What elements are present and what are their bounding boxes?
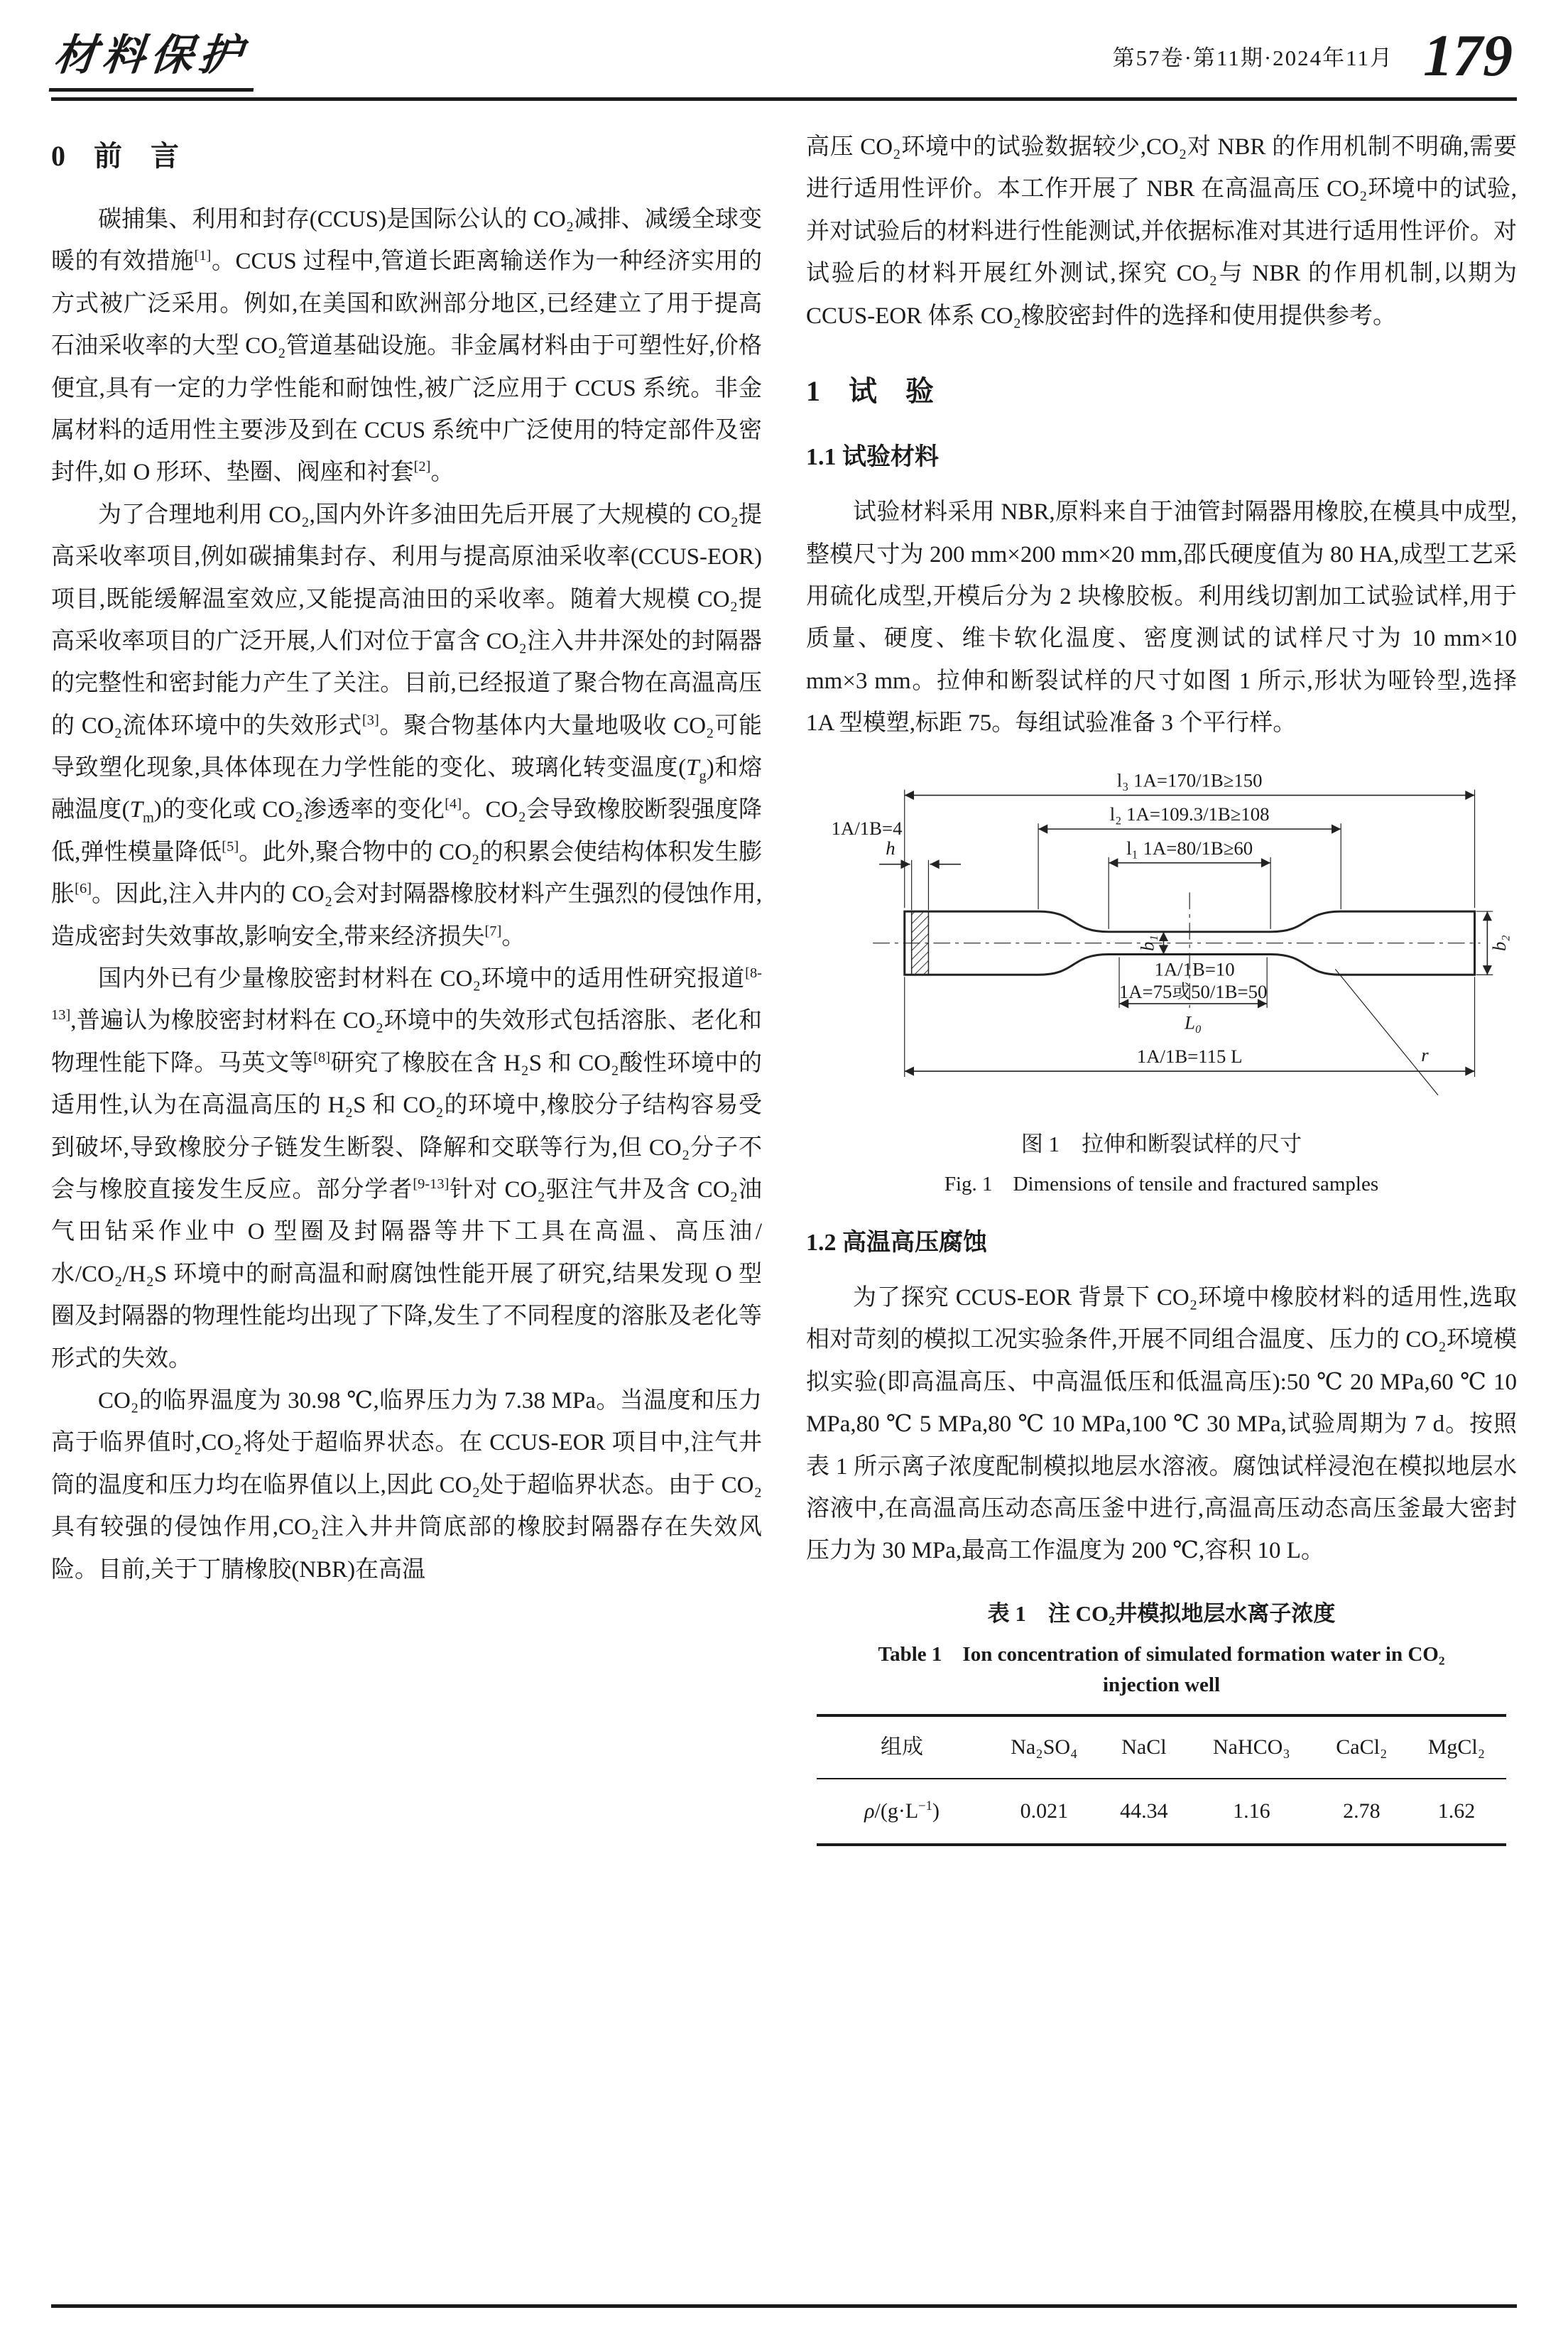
table-cell: 0.021 <box>1020 1799 1069 1823</box>
table-header-cell: Na₂SO₄ <box>987 1715 1101 1779</box>
figure-label-l2: l₂ 1A=109.3/1B≥108 <box>1109 803 1270 825</box>
page-header <box>51 18 1517 97</box>
specimen-drawing <box>806 760 1517 1122</box>
table-caption-zh: 表 1 注 CO₂井模拟地层水离子浓度 <box>987 1600 1336 1626</box>
paragraph: 为了探究 CCUS-EOR 背景下 CO₂环境中橡胶材料的适用性,选取相对苛刻的模拟工况实验条件,开展不同组合温度、压力的 CO₂环境模拟实验(即高温高压、中高温低压和低温高压):50 ℃ 20 MPa,60 ℃ 10 MPa,80 ℃ 5 MPa,80 ℃ 10 MPa,100 ℃ 30 MPa,试验周期为 7 d。按照表 1 所示离子浓度配制模拟地层水溶液。腐蚀试样浸泡在模拟地层水溶液中,在高温高压动态高压釜中进行,高温高压动态高压釜最大密封压力为 30 MPa,最高工作温度为 200 ℃,容积 10 L。 <box>806 1285 1517 1564</box>
paragraph: 试验材料采用 NBR,原料来自于油管封隔器用橡胶,在模具中成型,整模尺寸为 200 mm×200 mm×20 mm,邵氏硬度值为 80 HA,成型工艺采用硫化成型,开模后分为 2 块橡胶板。利用线切割加工试验试样,用于质量、硬度、维卡软化温度、密度测试的试样尺寸为 10 mm×10 mm×3 mm。拉伸和断裂试样的尺寸如图 1 所示,形状为哑铃型,选择 1A 型模塑,标距 75。每组试验准备 3 个平行样。 <box>806 499 1517 737</box>
two-column-body <box>51 126 1517 1846</box>
table-cell: 44.34 <box>1120 1799 1168 1823</box>
table-head <box>817 1715 1506 1779</box>
table-row <box>817 1779 1506 1845</box>
journal-logo: 材料保护 <box>49 20 261 92</box>
table-caption-en: Table 1 Ion concentration of simulated formation water in CO₂ injection well <box>878 1642 1450 1697</box>
table-cell: 1.16 <box>1233 1799 1270 1823</box>
figure-label-r: r <box>1421 1044 1429 1066</box>
table-header-cell: NaHCO₃ <box>1187 1715 1317 1779</box>
section-1-heading: 1 试 验 <box>806 374 934 407</box>
section-0-heading: 0 前 言 <box>51 140 179 172</box>
figure-label-l3: l₃ 1A=170/1B≥150 <box>1116 770 1263 792</box>
figure-1 <box>806 760 1517 1202</box>
paragraph: CO₂的临界温度为 30.98 ℃,临界压力为 7.38 MPa。当温度和压力高于临界值时,CO₂将处于超临界状态。在 CCUS-EOR 项目中,注气井筒的温度和压力均在临界值以上,因此 CO₂处于超临界状态。由于 CO₂具有较强的侵蚀作用,CO₂注入井井筒底部的橡胶封隔器存在失效风险。目前,关于丁腈橡胶(NBR)在高温 <box>51 1387 762 1583</box>
table-cell: 1.62 <box>1437 1799 1476 1823</box>
table-cell: 2.78 <box>1343 1799 1381 1823</box>
footer-rule <box>51 2304 1517 2308</box>
dimension-labels <box>832 770 1510 1068</box>
figure-caption-zh: 图 1 拉伸和断裂试样的尺寸 <box>1020 1131 1302 1156</box>
figure-caption-en: Fig. 1 Dimensions of tensile and fractured samples <box>944 1172 1379 1195</box>
header-rule <box>51 97 1517 101</box>
paragraph: 国内外已有少量橡胶密封材料在 CO₂环境中的适用性研究报道[8-13],普遍认为橡胶密封材料在 CO₂环境中的失效形式包括溶胀、老化和物理性能下降。马英文等[8]研究了橡胶在含 H₂S 和 CO₂酸性环境中的适用性,认为在高温高压的 H₂S 和 CO₂的环境中,橡胶分子结构容易受到破坏,导致橡胶分子链发生断裂、降解和交联等行为,但 CO₂分子不会与橡胶直接发生反应。部分学者[9-13]针对 CO₂驱注气井及含 CO₂油气田钻采作业中 O 型圈及封隔器等井下工具在高温、高压油/水/CO₂/H₂S 环境中的耐高温和耐腐蚀性能开展了研究,结果发现 O 型圈及封隔器的物理性能均出现了下降,发生了不同程度的溶胀及老化等形式的失效。 <box>51 965 763 1372</box>
table-header-cell: CaCl₂ <box>1317 1715 1407 1779</box>
paragraph: 为了合理地利用 CO₂,国内外许多油田先后开展了大规模的 CO₂提高采收率项目,例如碳捕集封存、利用与提高原油采收率(CCUS-EOR)项目,既能缓解温室效应,又能提高油田的采收率。随着大规模 CO₂提高采收率项目的广泛开展,人们对位于富含 CO₂注入井井深处的封隔器的完整性和密封能力产生了关注。目前,已经报道了聚合物在高温高压的 CO₂流体环境中的失效形式[3]。聚合物基体内大量地吸收 CO₂可能导致塑化现象,具体体现在力学性能的变化、玻璃化转变温度$(T_g)$和熔融温度$(T_m)$的变化或 CO₂渗透率的变化[4]。CO₂会导致橡胶断裂强度降低,弹性模量降低[5]。此外,聚合物中的 CO₂的积累会使结构体积发生膨胀[6]。因此,注入井内的 CO₂会对封隔器橡胶材料产生强烈的侵蚀作用,造成密封失效事故,影响安全,带来经济损失[7]。 <box>51 501 762 950</box>
figure-label-h: h <box>886 837 895 859</box>
table-header-row <box>817 1715 1506 1779</box>
issue-info: 第57卷·第11期·2024年11月 <box>1112 45 1393 70</box>
figure-label-thickness-ratio: 1A/1B=4 <box>831 818 903 840</box>
table-header-cell: 组成 <box>817 1715 987 1779</box>
figure-label-b1: b₁ <box>1136 935 1158 952</box>
section-1-2-heading: 1.2 高温高压腐蚀 <box>806 1229 987 1256</box>
paragraph: 碳捕集、利用和封存(CCUS)是国际公认的 CO₂减排、减缓全球变暖的有效措施[1]。CCUS 过程中,管道长距离输送作为一种经济实用的方式被广泛采用。例如,在美国和欧洲部分地区,已经建立了用于提高石油采收率的大型 CO₂管道基础设施。非金属材料由于可塑性好,价格便宜,具有一定的力学性能和耐蚀性,被广泛应用于 CCUS 系统。非金属材料的适用性主要涉及到在 CCUS 系统中广泛使用的特定部件及密封件,如 O 形环、垫圈、阀座和衬套[2]。 <box>51 207 762 486</box>
table-body <box>817 1779 1506 1845</box>
figure-label-total: 1A/1B=115 L <box>1136 1046 1243 1068</box>
table-header-cell: NaCl <box>1101 1715 1187 1779</box>
figure-label-b2: b₂ <box>1488 935 1510 952</box>
page-number: 179 <box>1423 22 1513 89</box>
figure-label-width-ratio: 1A/1B=10 <box>1154 958 1235 980</box>
left-column <box>51 126 762 1846</box>
figure-label-l1: l₁ 1A=80/1B≥60 <box>1126 837 1253 859</box>
section-1-1-heading: 1.1 试验材料 <box>806 443 939 470</box>
paragraph: 高压 CO₂环境中的试验数据较少,CO₂对 NBR 的作用机制不明确,需要进行适用性评价。本工作开展了 NBR 在高温高压 CO₂环境中的试验,并对试验后的材料进行性能测试,并依据标准对其进行适用性评价。对试验后的材料开展红外测试,探究 CO₂与 NBR 的作用机制,以期为 CCUS-EOR 体系 CO₂橡胶密封件的选择和使用提供参考。 <box>806 134 1517 329</box>
table-row-label: $\rho/(g\cdot L^{-1})$ <box>864 1798 940 1823</box>
right-column <box>806 126 1517 1846</box>
table-header-cell: MgCl₂ <box>1407 1715 1506 1779</box>
figure-label-gauge: 1A=75或50/1B=50 <box>1118 981 1268 1003</box>
ion-concentration-table <box>817 1714 1506 1846</box>
figure-label-L0: L₀ <box>1185 1012 1202 1034</box>
header-right <box>1112 22 1513 89</box>
